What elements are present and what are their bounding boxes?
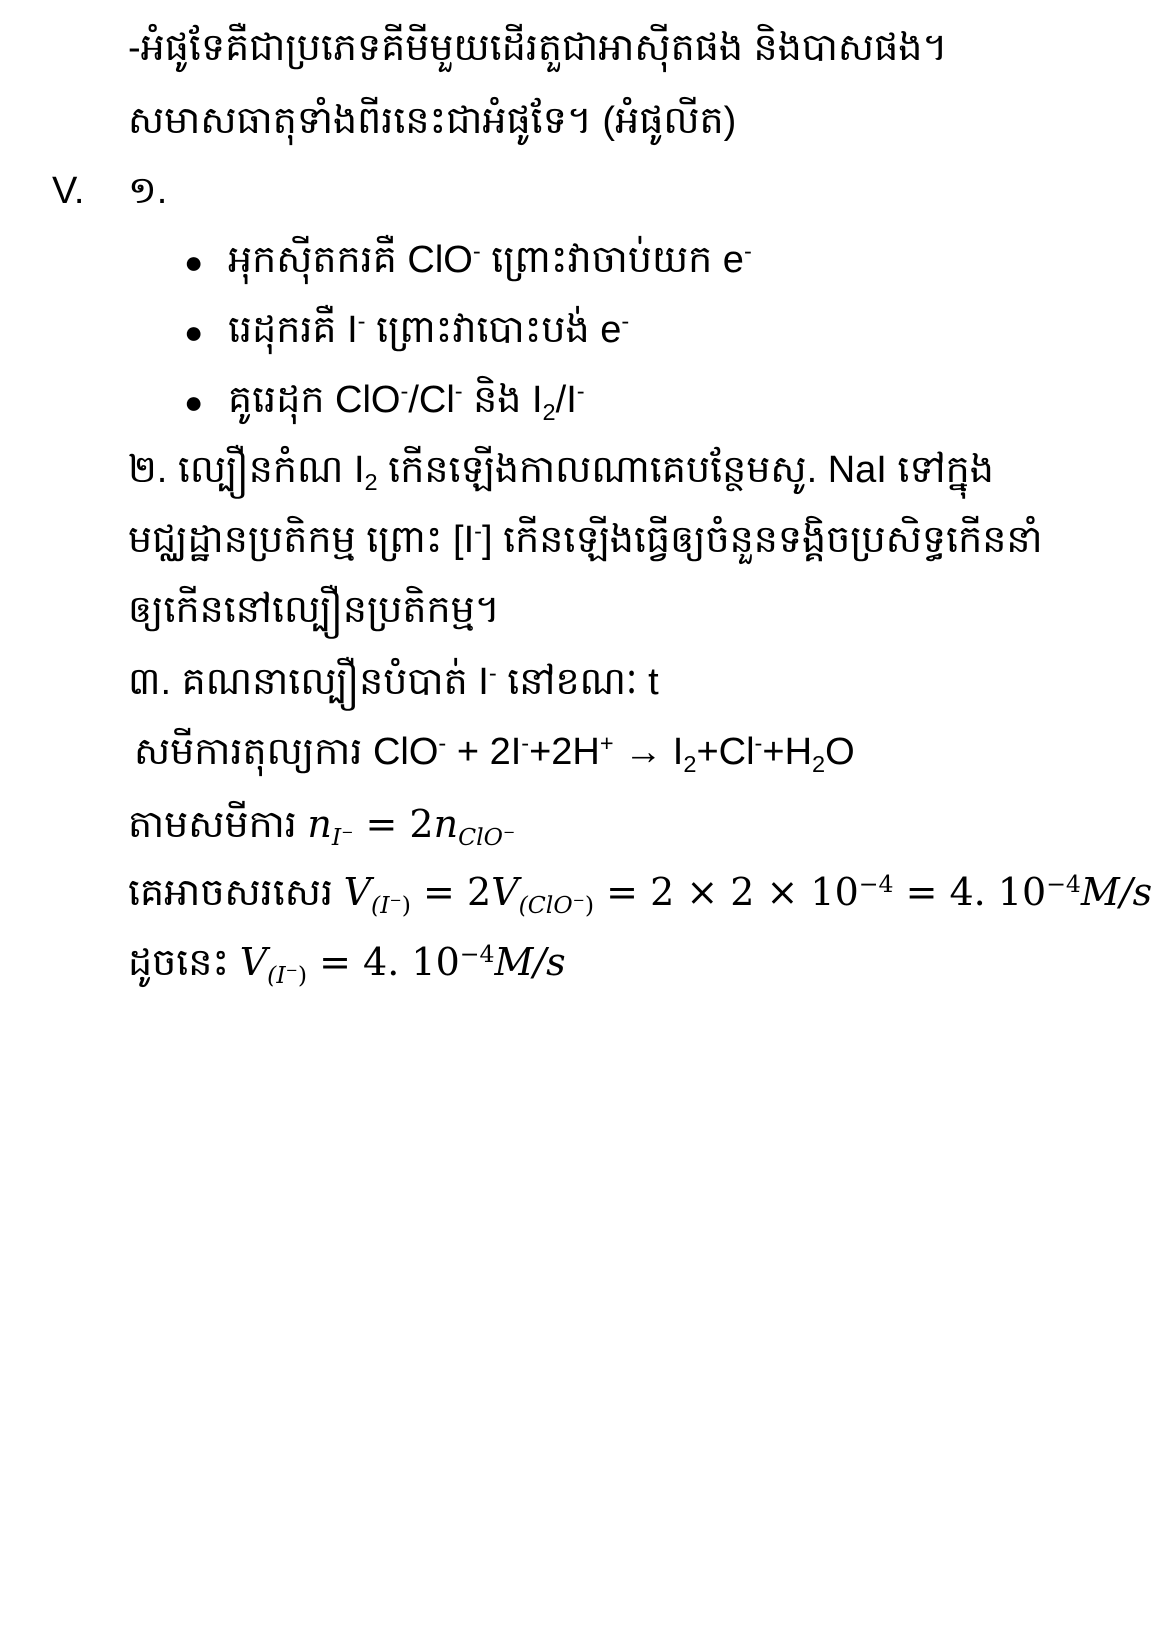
final-answer-formula: $V_{(I^-)} = 4$. $10^{-4}M/s$ <box>239 940 566 990</box>
bullet-dot: ● <box>184 384 204 420</box>
final-answer: ដូចនេះ $V_{(I^-)} = 4$. $10^{-4}M/s$ <box>128 940 566 990</box>
part-1-heading: ១. <box>128 170 168 212</box>
part-2-line-3: ឲ្យកើននៅល្បឿនប្រតិកម្ម។ <box>128 589 500 631</box>
bullet-redox-pairs: គូរេដុក ClO-/Cl- និង $I_2/I^-$ <box>228 378 585 426</box>
balanced-equation: សមីការតុល្យការ $ClO^- + 2I^-+2H^+ \to I_2+Cl^-+H_2O$ <box>134 730 855 778</box>
bullet-dot: ● <box>184 244 204 280</box>
section-numeral: V. <box>52 170 85 212</box>
part-3-heading: ៣. គណនាល្បឿនបំបាត់ I- នៅខណៈ t <box>128 660 659 703</box>
intro-line-2: សមាសធាតុទាំងពីរនេះជាអំផូទែ។ (អំផូលីត) <box>128 100 737 142</box>
rate-relation-formula: $V_{(I^-)} = 2V_{(ClO^-)} = 2 \times 2 \times 10^{-4} = 4$. $10^{-4}M/s$ <box>343 870 1153 920</box>
mole-relation-formula: $n_{I^-} = 2n_{ClO^-}$ <box>307 802 516 852</box>
mole-relation: តាមសមីការ $n_{I^-} = 2n_{ClO^-}$ <box>128 802 516 852</box>
part-2-line-1: ២. ល្បឿនកំណ $I_2$ កើនឡើងកាលណាគេបន្ថែមសូ. NaI ទៅក្នុង <box>128 449 994 496</box>
bullet-reductant: រេដុករគឺ I- ព្រោះវាបោះបង់ e- <box>228 308 630 351</box>
rate-relation: គេអាចសរសេរ $V_{(I^-)} = 2V_{(ClO^-)} = 2 \times 2 \times 10^{-4} = 4$. $10^{-4}M/s$ <box>128 870 1153 920</box>
part-2-line-2: មជ្ឈដ្ឋានប្រតិកម្ម ព្រោះ [I-] កើនឡើងធ្វើឲ្យចំនួនទង្គិចប្រសិទ្ធកើននាំ <box>128 518 1043 561</box>
intro-line-1: -អំផូទែគឺជាប្រភេទគីមីមួយដើរតួជាអាស៊ីតផង និងបាសផង។ <box>128 27 948 69</box>
bullet-dot: ● <box>184 314 204 350</box>
bullet-oxidant: អុកស៊ីតករគឺ ClO- ព្រោះវាចាប់យក e- <box>228 238 752 281</box>
